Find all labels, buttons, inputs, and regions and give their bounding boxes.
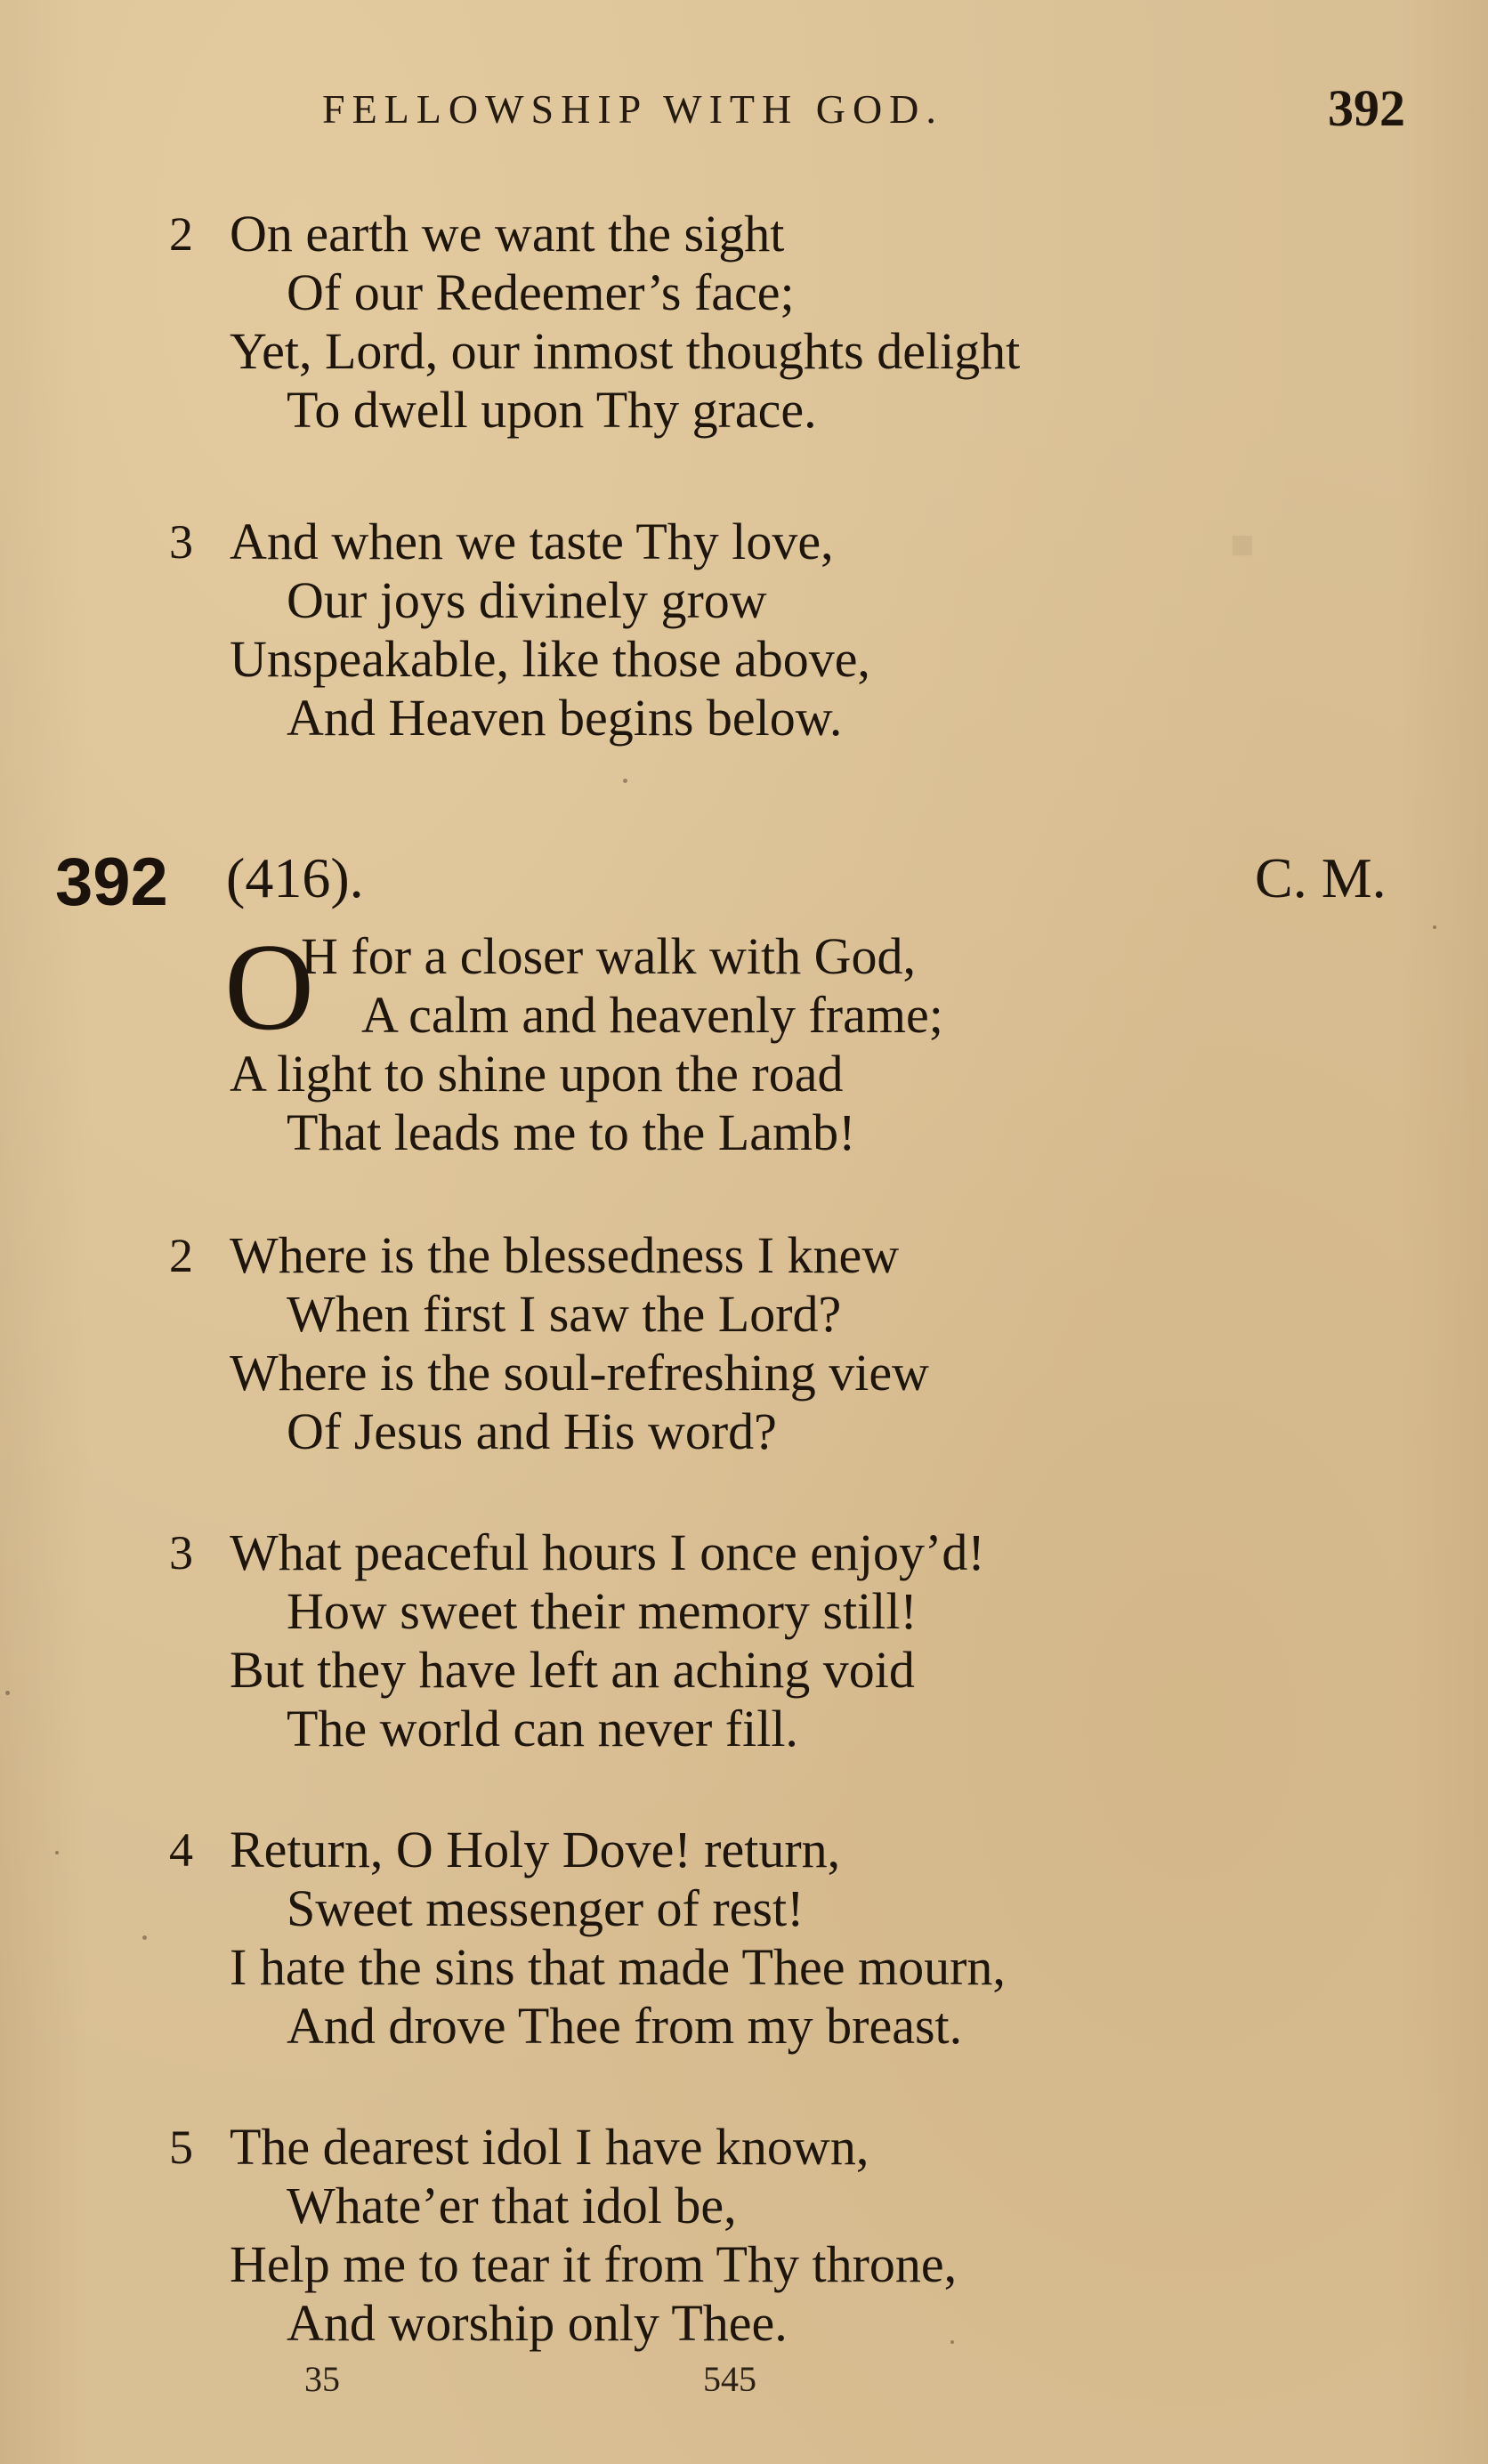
verse-line: And Heaven begins below. bbox=[287, 689, 843, 747]
hymn-number: 392 bbox=[55, 844, 168, 920]
show-through-texture: ▪ bbox=[1228, 500, 1257, 588]
verse-line: Whate’er that idol be, bbox=[287, 2177, 737, 2234]
verse-line: The world can never fill. bbox=[287, 1700, 798, 1757]
verse-line: The dearest idol I have known, bbox=[230, 2118, 869, 2176]
verse-line: A calm and heavenly frame; bbox=[361, 986, 943, 1044]
verse-line: Where is the blessedness I knew bbox=[230, 1226, 900, 1284]
verse-line: Sweet messenger of rest! bbox=[287, 1879, 805, 1937]
verse-line: Where is the soul-refreshing view bbox=[230, 1344, 929, 1402]
verse-line: And when we taste Thy love, bbox=[230, 513, 834, 570]
tune-number: 545 bbox=[703, 2359, 756, 2399]
verse-line: Yet, Lord, our inmost thoughts delight bbox=[230, 322, 1021, 380]
verse-line: To dwell upon Thy grace. bbox=[287, 381, 817, 439]
paper-speck bbox=[55, 1851, 59, 1854]
verse-line: Our joys divinely grow bbox=[287, 571, 767, 629]
stanza-number: 2 bbox=[169, 1229, 193, 1282]
verse-line: But they have left an aching void bbox=[230, 1641, 915, 1699]
paper-speck bbox=[142, 1935, 147, 1940]
verse-line: Of our Redeemer’s face; bbox=[287, 263, 795, 321]
verse-line: Unspeakable, like those above, bbox=[230, 630, 870, 688]
drop-cap: O bbox=[224, 918, 315, 1056]
stanza-number: 4 bbox=[169, 1823, 193, 1877]
hymn-meter: C. M. bbox=[1255, 846, 1387, 909]
stanza-number: 3 bbox=[169, 1526, 193, 1579]
stanza-number: 5 bbox=[169, 2121, 193, 2174]
verse-line: What peaceful hours I once enjoy’d! bbox=[230, 1523, 985, 1581]
paper-speck bbox=[623, 779, 627, 783]
verse-line: Help me to tear it from Thy throne, bbox=[230, 2235, 958, 2293]
verse-line: On earth we want the sight bbox=[230, 205, 785, 263]
stanza-number: 2 bbox=[169, 207, 193, 261]
verse-line: I hate the sins that made Thee mourn, bbox=[230, 1938, 1006, 1996]
hymn-reference: (416). bbox=[226, 846, 364, 909]
verse-line: When first I saw the Lord? bbox=[287, 1285, 842, 1343]
paper-speck bbox=[950, 2340, 954, 2344]
verse-line: And worship only Thee. bbox=[287, 2294, 788, 2352]
verse-line: H for a closer walk with God, bbox=[301, 927, 916, 985]
verse-line: How sweet their memory still! bbox=[287, 1582, 918, 1640]
verse-line: A light to shine upon the road bbox=[230, 1045, 844, 1103]
verse-line: And drove Thee from my breast. bbox=[287, 1997, 963, 2055]
running-header-title: FELLOWSHIP WITH GOD. bbox=[322, 86, 943, 132]
verse-line: That leads me to the Lamb! bbox=[287, 1103, 856, 1161]
page-number: 392 bbox=[1328, 79, 1405, 137]
signature-mark: 35 bbox=[304, 2359, 340, 2399]
verse-line: Return, O Holy Dove! return, bbox=[230, 1821, 841, 1878]
verse-line: Of Jesus and His word? bbox=[287, 1402, 777, 1460]
stanza-number: 3 bbox=[169, 515, 193, 569]
paper-speck bbox=[5, 1691, 10, 1695]
paper-speck bbox=[1433, 925, 1436, 929]
